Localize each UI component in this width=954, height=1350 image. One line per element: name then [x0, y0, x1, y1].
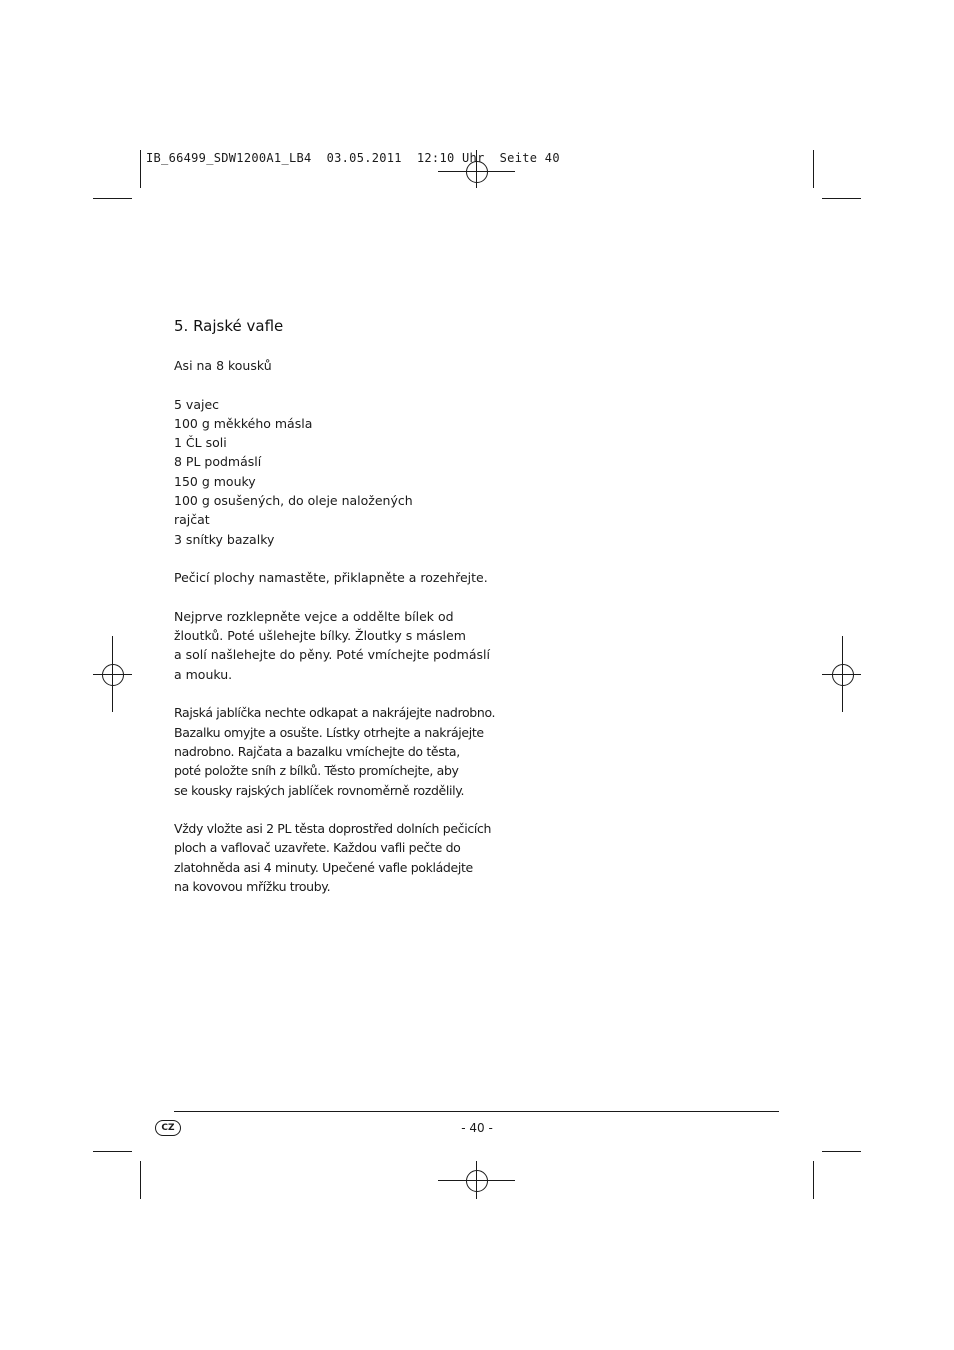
- crop-mark: [93, 198, 132, 199]
- crop-mark: [813, 150, 814, 188]
- ingredient-item: 100 g osušených, do oleje naložených: [174, 493, 413, 509]
- print-header: IB_66499_SDW1200A1_LB4 03.05.2011 12:10 Uhr Seite 40: [146, 151, 560, 165]
- page-number: - 40 -: [461, 1121, 493, 1135]
- crop-mark: [813, 1161, 814, 1199]
- recipe-body: [174, 356, 496, 916]
- instruction-paragraph: Nejprve rozklepněte vejce a oddělte bílek od žloutků. Poté ušlehejte bílky. Žloutky s máslem a solí našlehejte do pěny. Poté vmíchejte podmáslí a mouku.: [174, 608, 490, 682]
- crop-mark: [822, 1151, 861, 1152]
- ingredient-list: [174, 395, 474, 549]
- instruction-paragraph: Rajská jablíčka nechte odkapat a nakrájejte nadrobno. Bazalku omyjte a osušte. Lístky otrhejte a nakrájejte nadrobno. Rajčata a bazalku vmíchejte do těsta, poté položte sníh z bílků. Těsto promíchejte, aby se kousky rajských jablíček rovnoměrně rozdělily.: [174, 705, 496, 798]
- crop-mark: [822, 198, 861, 199]
- ingredient-item: 8 PL podmáslí: [174, 454, 262, 470]
- ingredient-item: 1 ČL soli: [174, 435, 227, 451]
- instruction-paragraph: Pečicí plochy namastěte, přiklapněte a rozehřejte.: [174, 570, 488, 586]
- language-badge: CZ: [155, 1120, 181, 1136]
- recipe-title: 5. Rajské vafle: [174, 317, 284, 335]
- ingredient-item: 150 g mouky: [174, 473, 256, 489]
- ingredient-item: rajčat: [174, 512, 210, 528]
- crop-mark: [140, 1161, 141, 1199]
- crop-mark: [93, 1151, 132, 1152]
- recipe-yield: Asi na 8 kousků: [174, 358, 272, 373]
- ingredient-item: 100 g měkkého másla: [174, 415, 313, 431]
- ingredient-item: 3 snítky bazalky: [174, 531, 275, 547]
- crop-mark: [140, 150, 141, 188]
- footer-rule: [174, 1111, 779, 1112]
- ingredient-item: 5 vajec: [174, 396, 220, 412]
- instruction-paragraph: Vždy vložte asi 2 PL těsta doprostřed dolních pečicích ploch a vaflovač uzavřete. Každou vafli pečte do zlatohněda asi 4 minuty. Upečené vafle pokládejte na kovovou mřížku trouby.: [174, 821, 492, 895]
